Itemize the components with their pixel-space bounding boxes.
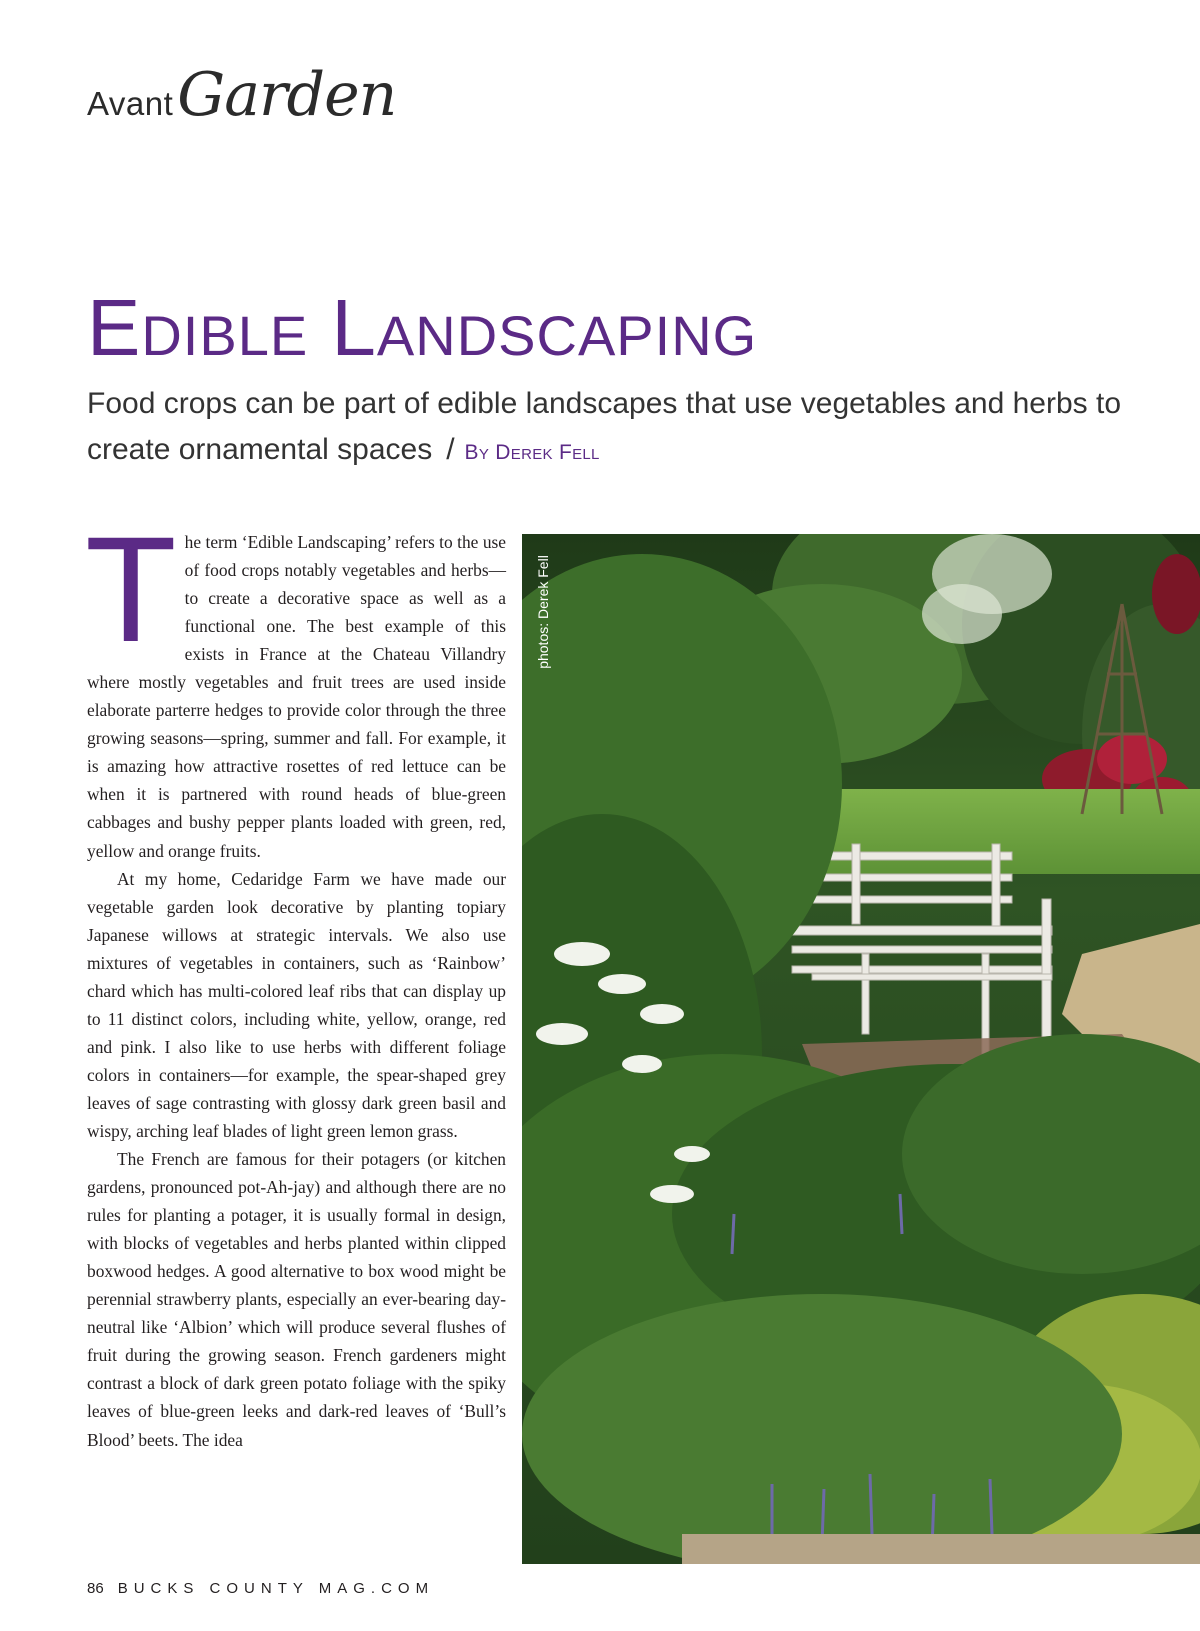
paragraph-text: he term ‘Edible Landscaping’ refers to the use of food crops notably vegetables and herbs—to create a decorative space as well as a functional one. The best example of this exists in France at the Chateau Villandry where mostly vegetables and fruit trees are used inside elaborate parterre hedges to provide color through the three growing seasons—spring, summer and fall. For example, it is amazing how attractive rosettes of red lettuce can be when it is partnered with round heads of blue-green cabbages and bushy pepper plants loaded with green, red, yellow and orange fruits. (87, 532, 506, 861)
body-paragraph (85, 505, 506, 865)
page-number: 86 (87, 1580, 104, 1597)
publication-url: BUCKS COUNTY MAG.COM (117, 1580, 435, 1597)
photo-credit-text: photos: Derek Fell (535, 555, 551, 669)
byline: By Derek Fell (464, 441, 600, 464)
article-title: Edible Landscaping (87, 283, 758, 372)
article-body (85, 505, 506, 1454)
body-paragraph: At my home, Cedaridge Farm we have made our vegetable garden look decorative by planting topiary Japanese willows at strategic intervals. We also use mixtures of vegetables in containers, such as ‘Rainbow’ chard which has multi-colored leaf ribs that can display up to 11 distinct colors, including white, yellow, orange, red and pink. I also like to use herbs with different foliage colors in containers—for example, the spear-shaped grey leaves of sage contrasting with glossy dark green basil and wispy, arching leaf blades of light green lemon grass. (87, 868, 506, 1141)
path-edge (682, 1534, 1200, 1564)
article-subtitle (87, 381, 1177, 476)
dropcap: T (85, 505, 177, 673)
subtitle-text: Food crops can be part of edible landscapes that use vegetables and herbs to create ornamental spaces (87, 387, 1122, 466)
lawn (782, 789, 1200, 874)
garden-photo (522, 534, 1200, 1564)
byline-separator: / (446, 433, 455, 466)
body-paragraph: The French are famous for their potagers (or kitchen gardens, pronounced pot-Ah-jay) and although there are no rules for planting a potager, it is usually formal in design, with blocks of vegetables and herbs planted within clipped boxwood hedges. A good alternative to box wood might be perennial strawberry plants, especially an ever-bearing day-neutral like ‘Albion’ which will produce several flushes of fruit during the growing season. French gardeners might contrast a block of dark green potato foliage with the spiky leaves of blue-green leeks and dark-red leaves of ‘Bull’s Blood’ beets. The idea (87, 1149, 506, 1450)
section-label (87, 60, 396, 150)
section-label-avant: Avant (87, 85, 174, 122)
section-label-garden: Garden (177, 60, 397, 130)
garden-photo-illustration (522, 534, 1200, 1564)
photo-credit (531, 550, 555, 675)
page-footer (87, 1580, 434, 1597)
